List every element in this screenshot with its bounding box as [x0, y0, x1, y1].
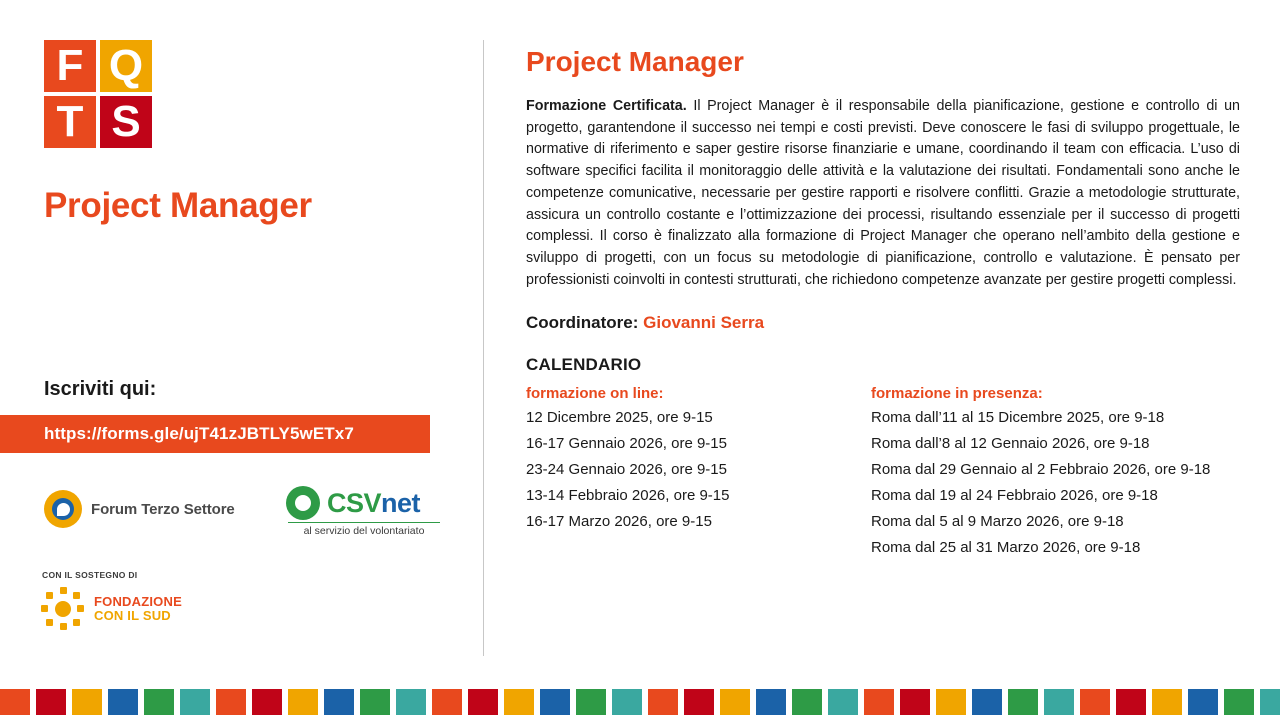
- forum-mark-icon: [44, 490, 82, 528]
- csvnet-word-csv: CSV: [327, 487, 382, 518]
- logo-letter-t: T: [44, 96, 96, 148]
- right-column: [526, 46, 1240, 561]
- description-lead: Formazione Certificata.: [526, 98, 687, 114]
- calendar-online-column: [526, 385, 871, 561]
- coordinator-name: Giovanni Serra: [643, 313, 765, 333]
- strip-square: [972, 689, 1002, 715]
- calendar-presenza-column: [871, 385, 1240, 561]
- footer-color-strip: [0, 684, 1280, 720]
- logo-letter-s: S: [100, 96, 152, 148]
- strip-square: [72, 689, 102, 715]
- strip-square: [1080, 689, 1110, 715]
- support-label: CON IL SOSTEGNO DI: [42, 570, 138, 580]
- course-title-left: Project Manager: [44, 186, 312, 225]
- strip-square: [1188, 689, 1218, 715]
- fondazione-line1: FONDAZIONE: [94, 594, 182, 610]
- online-date-item: 12 Dicembre 2025, ore 9-15: [526, 409, 713, 427]
- description-body: Il Project Manager è il responsabile della pianificazione, gestione e controllo di un progetto, garantendone il successo nei tempi e costi previsti. Deve conoscere le fasi di sviluppo progettuale, le normative di riferimento e saper gestire risorse finanziarie e umane, coordinando il team con efficacia. L’uso di software specifici facilita il monitoraggio delle attività e la valutazione dei risultati. Fondamentali sono anche le competenze comunicative, necessarie per gestire rapporti e risolvere conflitti. Grazie a metodologie strutturate, assicura un controllo costante e l’ottimizzazione dei processi, risultando essenziale per il successo di progetti complessi. Il corso è finalizzato alla formazione di Project Manager che operano nell’ambito della gestione e sviluppo di progetti, con un focus su metodologie di pianificazione, controllo e valutazione. È pensato per professionisti coinvolti in contesti strutturati, che richiedono competenze avanzate per gestire progetti complessi.: [526, 98, 1240, 288]
- signup-url-link[interactable]: https://forms.gle/ujT41zJBTLY5wETx7: [44, 424, 354, 443]
- strip-square: [900, 689, 930, 715]
- signup-label: Iscriviti qui:: [44, 378, 157, 400]
- online-date-item: 23-24 Gennaio 2026, ore 9-15: [526, 461, 727, 479]
- strip-square: [936, 689, 966, 715]
- csvnet-tagline: al servizio del volontariato: [288, 522, 440, 537]
- csvnet-mark-icon: [286, 486, 320, 520]
- strip-square: [828, 689, 858, 715]
- csvnet-logo: [286, 486, 446, 537]
- course-description: [526, 96, 1240, 291]
- strip-square: [1116, 689, 1146, 715]
- strip-square: [1260, 689, 1280, 715]
- strip-square: [468, 689, 498, 715]
- presenza-date-item: Roma dall’11 al 15 Dicembre 2025, ore 9-18: [871, 409, 1165, 427]
- partner-logos: [44, 486, 444, 556]
- strip-square: [612, 689, 642, 715]
- online-date-item: 13-14 Febbraio 2026, ore 9-15: [526, 487, 730, 505]
- forum-terzo-settore-logo: [44, 490, 235, 528]
- forum-logo-label: Forum Terzo Settore: [91, 500, 235, 518]
- strip-square: [324, 689, 354, 715]
- strip-square: [576, 689, 606, 715]
- strip-square: [864, 689, 894, 715]
- strip-square: [1008, 689, 1038, 715]
- strip-square: [252, 689, 282, 715]
- presenza-date-item: Roma dal 19 al 24 Febbraio 2026, ore 9-18: [871, 487, 1158, 505]
- presenza-date-item: Roma dall’8 al 12 Gennaio 2026, ore 9-18: [871, 435, 1150, 453]
- presenza-date-item: Roma dal 29 Gennaio al 2 Febbraio 2026, ore 9-18: [871, 461, 1211, 479]
- strip-square: [216, 689, 246, 715]
- strip-square: [720, 689, 750, 715]
- strip-square: [1044, 689, 1074, 715]
- coordinator-label: Coordinatore:: [526, 313, 639, 333]
- strip-square: [1224, 689, 1254, 715]
- online-heading: formazione on line:: [526, 385, 664, 403]
- strip-square: [360, 689, 390, 715]
- strip-square: [108, 689, 138, 715]
- strip-square: [684, 689, 714, 715]
- fondazione-con-il-sud-logo: [40, 586, 300, 632]
- strip-square: [540, 689, 570, 715]
- calendar-heading: CALENDARIO: [526, 355, 642, 375]
- strip-square: [288, 689, 318, 715]
- strip-square: [648, 689, 678, 715]
- strip-square: [756, 689, 786, 715]
- strip-square: [396, 689, 426, 715]
- strip-square: [180, 689, 210, 715]
- presenza-date-item: Roma dal 5 al 9 Marzo 2026, ore 9-18: [871, 513, 1124, 531]
- fondazione-wordmark: [94, 595, 182, 622]
- strip-square: [792, 689, 822, 715]
- presenza-date-item: Roma dal 25 al 31 Marzo 2026, ore 9-18: [871, 539, 1141, 557]
- online-date-item: 16-17 Gennaio 2026, ore 9-15: [526, 435, 727, 453]
- fondazione-line2: CON IL SUD: [94, 608, 171, 623]
- strip-square: [1152, 689, 1182, 715]
- coordinator-line: [526, 313, 1240, 333]
- logo-letter-q: Q: [100, 40, 152, 92]
- signup-link-bar[interactable]: [0, 415, 430, 453]
- online-date-item: 16-17 Marzo 2026, ore 9-15: [526, 513, 712, 531]
- column-divider: [483, 40, 484, 656]
- csvnet-word-net: net: [381, 487, 421, 518]
- presenza-heading: formazione in presenza:: [871, 385, 1043, 403]
- calendar-columns: [526, 385, 1240, 561]
- csvnet-wordmark: [327, 488, 420, 519]
- sun-icon: [40, 586, 86, 632]
- strip-square: [504, 689, 534, 715]
- strip-square: [36, 689, 66, 715]
- support-block: [40, 570, 300, 632]
- strip-square: [432, 689, 462, 715]
- csvnet-logo-row: [286, 486, 446, 520]
- strip-square: [144, 689, 174, 715]
- strip-square: [0, 689, 30, 715]
- fqts-logo: [44, 40, 168, 152]
- logo-letter-f: F: [44, 40, 96, 92]
- page-title: Project Manager: [526, 46, 744, 77]
